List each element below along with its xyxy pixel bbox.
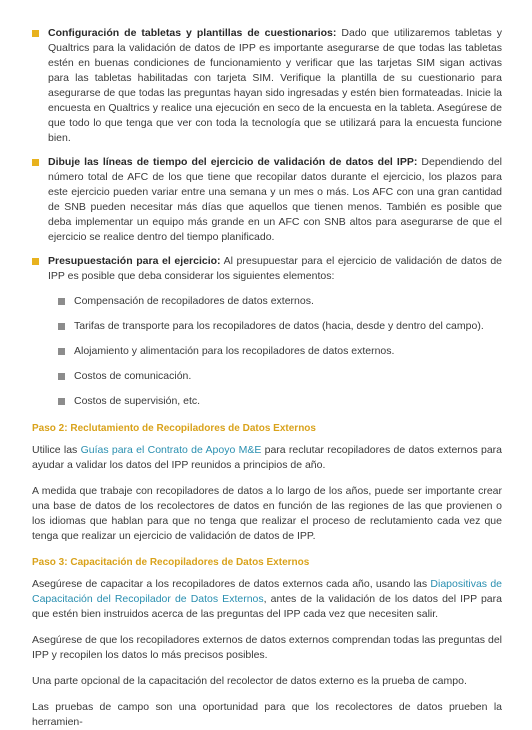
budget-item: [32, 369, 502, 384]
step2-paragraph-1: Utilice las Guías para el Contrato de Apoyo M&E para reclutar recopiladores de datos externos para ayudar a validar los datos del IPP reunidos a principios de año.: [32, 444, 502, 471]
step2-paragraph-2: A medida que trabaje con recopiladores de datos a lo largo de los años, puede ser importante crear una base de datos de los recolectores de datos en función de las regiones de las que provienen o los idiomas que hablan para que no tenga que realizar el proceso de reclutamiento cada vez que tenga que realizar un ejercicio de validación de datos de IPP.: [32, 485, 502, 542]
bullet-budgeting: [32, 254, 502, 284]
budget-item: [32, 319, 502, 334]
step3-paragraph-3: Una parte opcional de la capacitación del recolector de datos externo es la prueba de campo.: [32, 675, 467, 687]
bullet-text: Dado que utilizaremos tabletas y Qualtrics para la validación de datos de IPP es importante asegurarse de que todas las tabletas estén en buenas condiciones de funcionamiento y verificar que las tarjetas SIM sigan activas para las tabletas habilitadas con tarjeta SIM. Verifique la plantilla de su cuestionario para asegurarse de que todas las preguntas hayan sido ingresadas y estén bien formateadas. Inicie la encuesta en Qualtrics y realice una ejecución en seco de la encuesta en la tableta. Asegúrese de que todo lo que tenga que ver con toda la tecnología que se utilizará para la encuesta funcione bien.: [48, 27, 503, 144]
bullet-title: Configuración de tabletas y plantillas de cuestionarios:: [48, 27, 337, 39]
budget-item-text: Costos de comunicación.: [74, 370, 192, 382]
gray-square-bullet-icon: [58, 323, 65, 330]
yellow-square-bullet-icon: [32, 30, 39, 37]
budget-item-text: Tarifas de transporte para los recopiladores de datos (hacia, desde y dentro del campo).: [74, 320, 484, 332]
bullet-title: Presupuestación para el ejercicio:: [48, 255, 221, 267]
gray-square-bullet-icon: [58, 298, 65, 305]
gray-square-bullet-icon: [58, 373, 65, 380]
budget-item-text: Compensación de recopiladores de datos externos.: [74, 295, 314, 307]
budget-items-list: [32, 294, 502, 409]
gray-square-bullet-icon: [58, 348, 65, 355]
budget-item: [32, 344, 502, 359]
bullet-timelines: [32, 155, 502, 245]
bullet-tablet-setup: [32, 26, 502, 146]
budget-item-text: Alojamiento y alimentación para los recopiladores de datos externos.: [74, 345, 395, 357]
budget-item: [32, 294, 502, 309]
yellow-square-bullet-icon: [32, 258, 39, 265]
step3-heading: Paso 3: Capacitación de Recopiladores de Datos Externos: [32, 557, 310, 568]
training-slides-link[interactable]: Diapositivas de Capacitación del Recopilador de Datos Externos: [32, 578, 503, 605]
bullet-text: Al presupuestar para el ejercicio de validación de datos de IPP es posible que deba considerar los siguientes elementos:: [48, 255, 503, 282]
step3-paragraph-4: Las pruebas de campo son una oportunidad para que los recolectores de datos prueben la herramien-: [32, 701, 502, 728]
bullet-title: Dibuje las líneas de tiempo del ejercicio de validación de datos del IPP:: [48, 156, 418, 168]
gray-square-bullet-icon: [58, 398, 65, 405]
step3-paragraph-2: Asegúrese de que los recopiladores externos de datos externos comprendan todas las preguntas del IPP y recopilen los datos lo más precisos posibles.: [32, 634, 502, 661]
step3-paragraph-1: Asegúrese de capacitar a los recopiladores de datos externos cada año, usando las Diapositivas de Capacitación del Recopilador de Datos Externos, antes de la validación de los datos del IPP para que estén bien instruidos acerca de las preguntas del IPP cada vez que necesiten salir.: [32, 578, 503, 620]
budget-item: [32, 394, 502, 409]
step2-heading: Paso 2: Reclutamiento de Recopiladores de Datos Externos: [32, 423, 316, 434]
contract-guides-link[interactable]: Guías para el Contrato de Apoyo M&E: [80, 444, 262, 456]
budget-item-text: Costos de supervisión, etc.: [74, 395, 201, 407]
yellow-square-bullet-icon: [32, 159, 39, 166]
bullet-text: Dependiendo del número total de AFC de los que tiene que recopilar datos durante el ejercicio, los plazos para este ejercicio pueden variar entre una semana y un mes o más. Los AFC con una gran cantidad de SNB pueden necesitar más días que aquellos que tienen menos. También es posible que deba implementar un equipo más grande en un AFC con SNB altos para asegurarse de que el ejercicio se realice dentro del tiempo planificado.: [48, 156, 502, 243]
